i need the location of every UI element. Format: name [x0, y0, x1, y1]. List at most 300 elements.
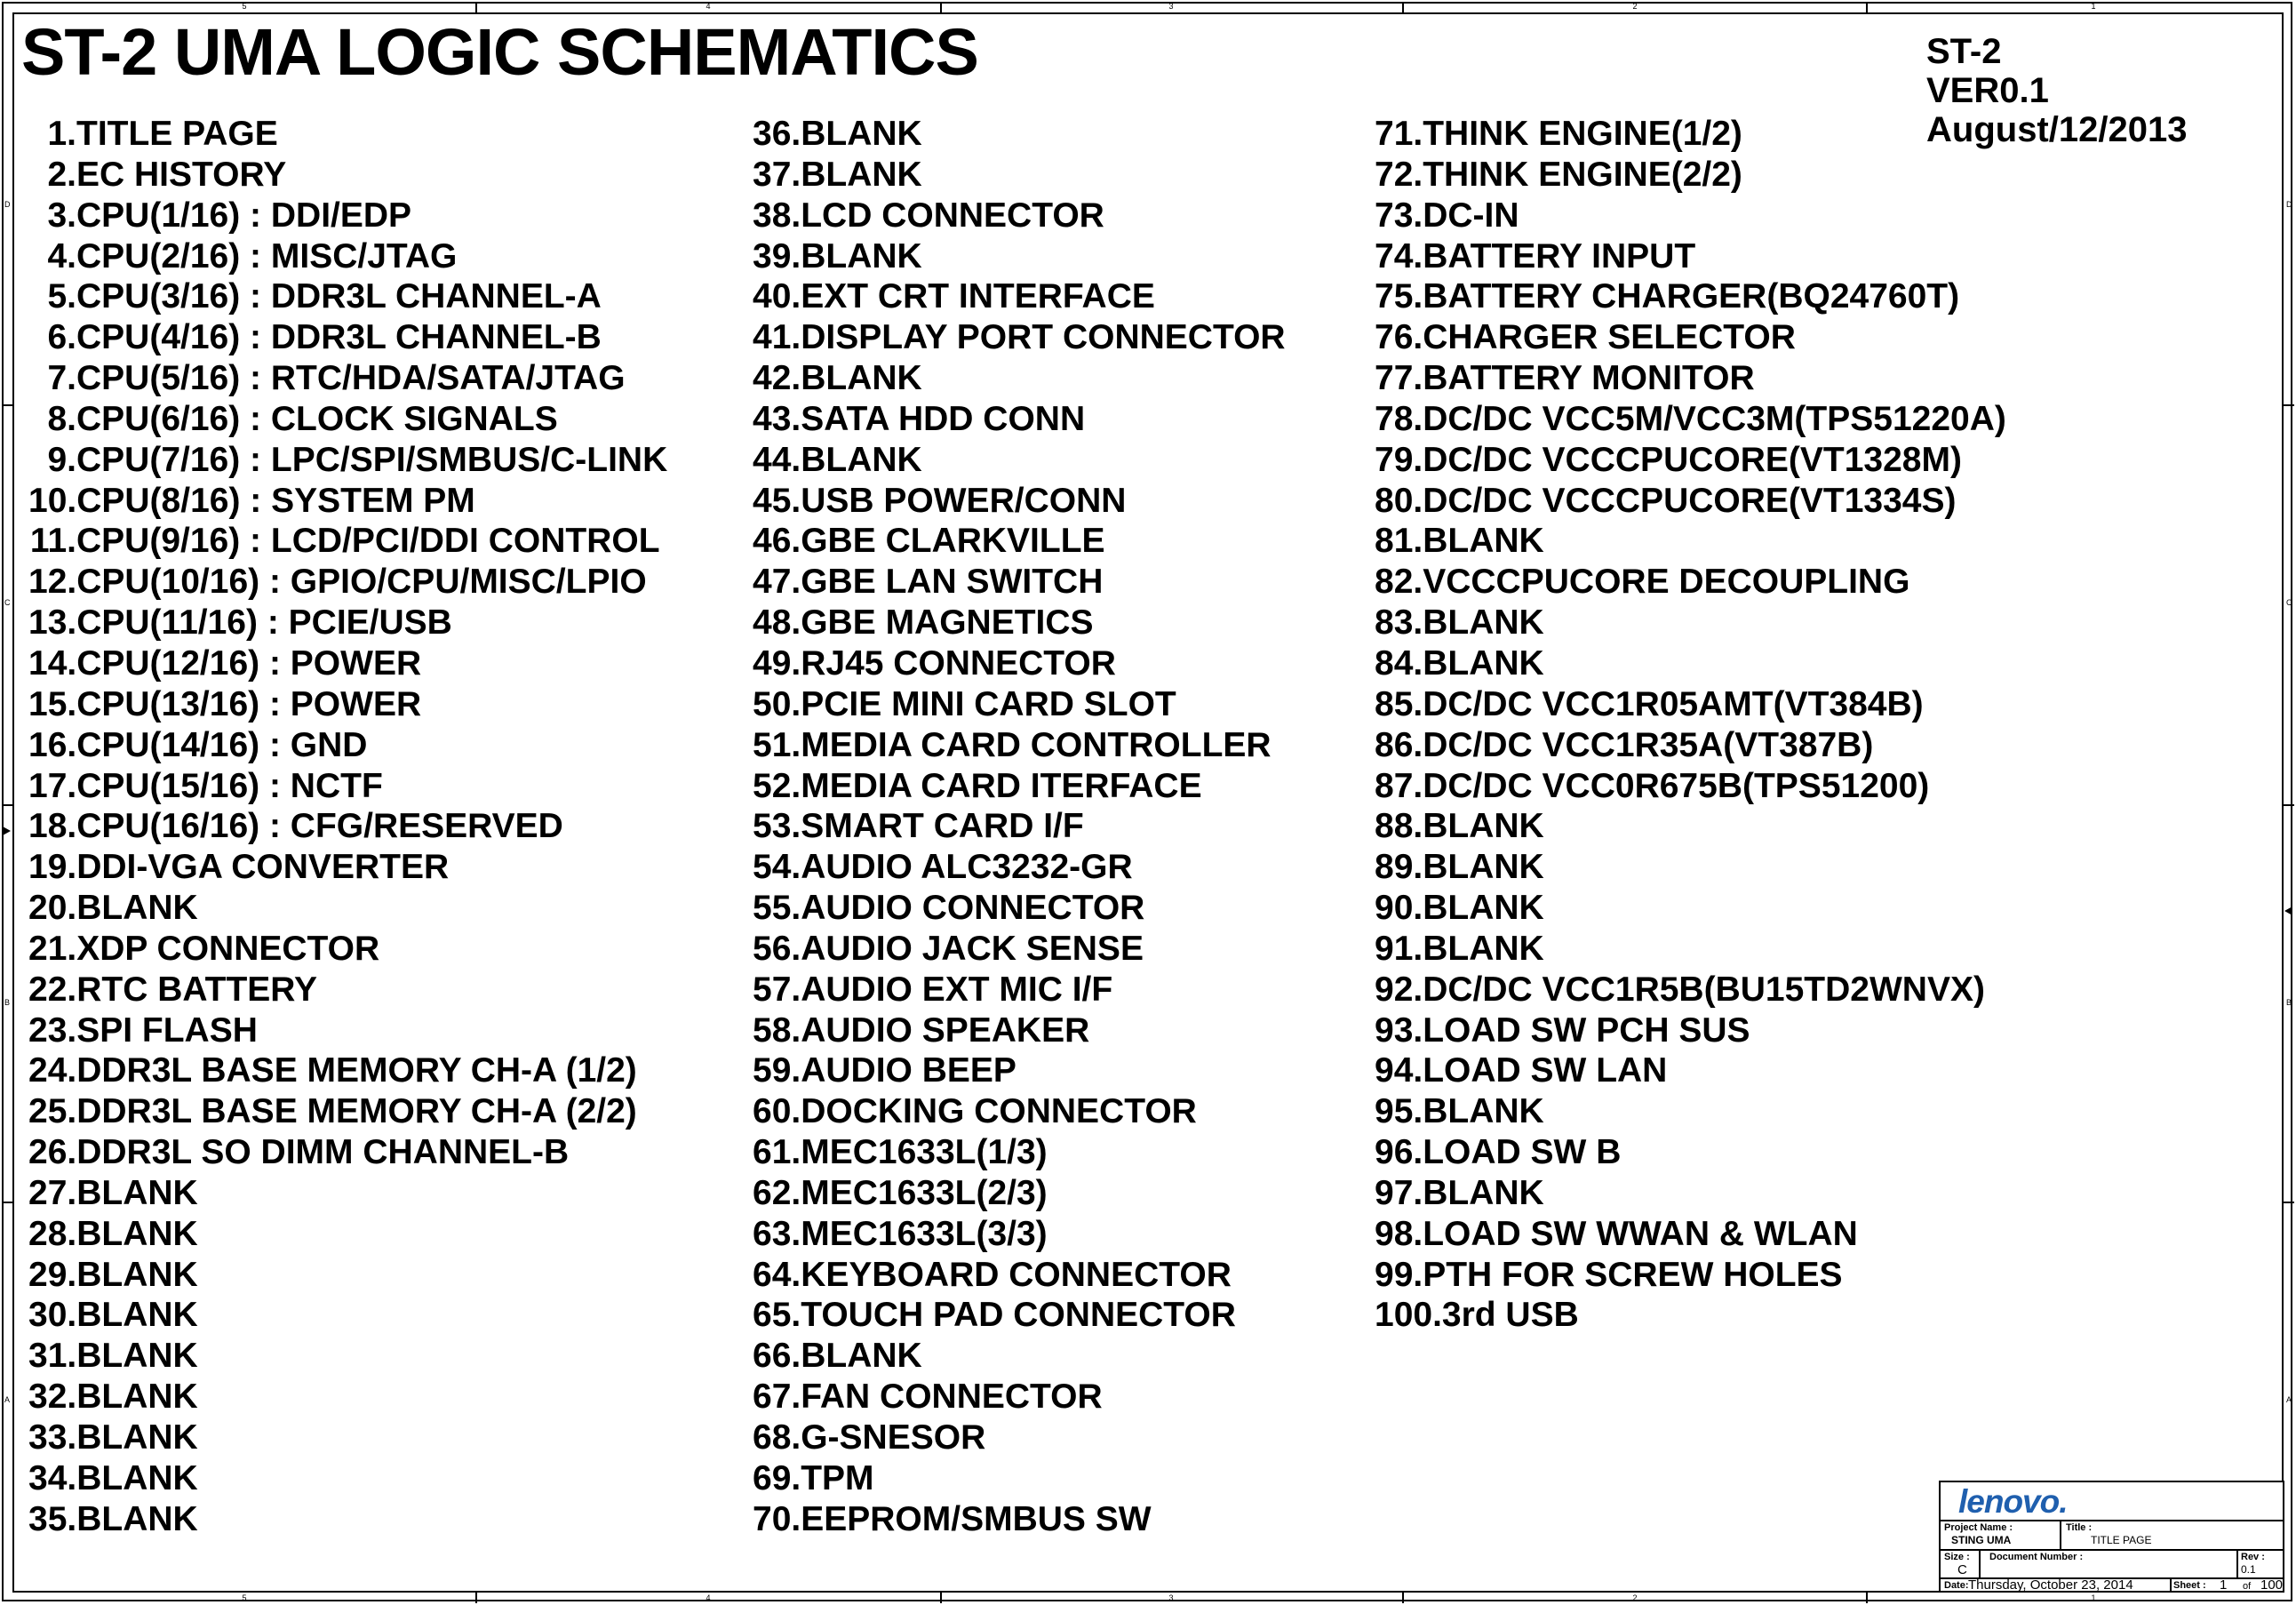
- toc-item: [1375, 317, 2006, 358]
- toc-item-number: 96.: [1375, 1133, 1423, 1172]
- toc-item-number: 92.: [1375, 970, 1423, 1009]
- toc-item-number: 68.: [753, 1418, 801, 1457]
- toc-item: [753, 603, 1286, 643]
- toc-item-label: CPU(8/16) : SYSTEM PM: [76, 481, 475, 520]
- toc-item-number: 55.: [753, 889, 801, 928]
- toc-item-number: 64.: [753, 1255, 801, 1294]
- toc-item: [753, 317, 1286, 358]
- toc-item-number: 40.: [753, 277, 801, 316]
- toc-item-number: 7.: [47, 359, 76, 398]
- toc-item-number: 91.: [1375, 929, 1423, 968]
- toc-item-number: 36.: [753, 115, 801, 153]
- toc-item-label: VCCCPUCORE DECOUPLING: [1423, 563, 1910, 602]
- toc-item: [28, 725, 667, 766]
- toc-item-number: 2.: [47, 155, 76, 194]
- toc-item: [28, 236, 667, 277]
- zone-label: 3: [1168, 2, 1174, 11]
- toc-item-number: 82.: [1375, 563, 1423, 602]
- toc-item-label: G-SNESOR: [801, 1418, 986, 1457]
- toc-item-label: BLANK: [1423, 889, 1544, 928]
- toc-item-label: CPU(6/16) : CLOCK SIGNALS: [76, 399, 558, 438]
- toc-item-label: DC/DC VCCCPUCORE(VT1334S): [1423, 481, 1957, 520]
- toc-item: [1375, 1295, 2006, 1336]
- toc-item: [753, 766, 1286, 807]
- date-label: Date:: [1944, 1580, 1969, 1591]
- zone-label: D: [4, 200, 11, 209]
- toc-item: [28, 806, 667, 847]
- toc-item: [28, 317, 667, 358]
- left-edge-center-arrow: [3, 826, 11, 835]
- toc-item: [1375, 847, 2006, 888]
- toc-item-label: DC/DC VCC0R675B(TPS51200): [1423, 766, 1930, 805]
- toc-item-number: 76.: [1375, 318, 1423, 357]
- toc-item-label: PTH FOR SCREW HOLES: [1423, 1255, 1843, 1294]
- toc-item-label: BLANK: [1423, 1173, 1544, 1212]
- toc-item: [753, 481, 1286, 522]
- zone-label: D: [2286, 200, 2292, 209]
- toc-item-number: 10.: [28, 481, 77, 520]
- toc-item: [28, 1377, 667, 1417]
- toc-item-label: BLANK: [801, 359, 922, 398]
- toc-item-number: 16.: [28, 725, 77, 764]
- toc-item-label: BLANK: [1423, 522, 1544, 561]
- lenovo-logo: lenovo.: [1958, 1483, 2068, 1520]
- toc-item: [28, 888, 667, 929]
- toc-item-label: MEC1633L(3/3): [801, 1214, 1048, 1253]
- toc-item: [28, 1050, 667, 1091]
- toc-item-number: 73.: [1375, 196, 1423, 235]
- toc-item-number: 93.: [1375, 1010, 1423, 1050]
- toc-item-number: 41.: [753, 318, 801, 357]
- toc-item-number: 59.: [753, 1051, 801, 1090]
- toc-item-number: 47.: [753, 563, 801, 602]
- toc-item-number: 95.: [1375, 1092, 1423, 1131]
- toc-item-number: 44.: [753, 440, 801, 479]
- toc-item-number: 75.: [1375, 277, 1423, 316]
- toc-item-label: BLANK: [1423, 603, 1544, 643]
- toc-item-label: THINK ENGINE(2/2): [1423, 155, 1742, 194]
- title-block-divider: [1939, 1520, 2284, 1521]
- toc-item: [753, 114, 1286, 155]
- toc-item-number: 62.: [753, 1173, 801, 1212]
- toc-item-number: 99.: [1375, 1255, 1423, 1294]
- toc-item-label: CHARGER SELECTOR: [1423, 318, 1796, 357]
- toc-item: [28, 1010, 667, 1051]
- toc-item-number: 13.: [28, 603, 77, 643]
- toc-item-label: SPI FLASH: [76, 1010, 258, 1050]
- zone-tick: [475, 2, 477, 12]
- toc-item: [1375, 766, 2006, 807]
- toc-item: [1375, 1132, 2006, 1173]
- toc-item-label: DDI-VGA CONVERTER: [76, 848, 450, 887]
- toc-item: [1375, 1214, 2006, 1255]
- toc-item-label: BLANK: [801, 155, 922, 194]
- toc-item-label: TOUCH PAD CONNECTOR: [801, 1296, 1236, 1335]
- toc-item-label: CPU(3/16) : DDR3L CHANNEL-A: [76, 277, 602, 316]
- toc-item: [28, 766, 667, 807]
- toc-item: [753, 276, 1286, 317]
- toc-item: [28, 643, 667, 684]
- toc-item: [753, 399, 1286, 440]
- toc-item-label: EEPROM/SMBUS SW: [801, 1499, 1152, 1538]
- size-label: Size :: [1944, 1552, 1970, 1562]
- toc-item-label: USB POWER/CONN: [801, 481, 1127, 520]
- toc-item-label: CPU(12/16) : POWER: [76, 643, 422, 683]
- toc-item-number: 48.: [753, 603, 801, 643]
- title-block-divider: [2170, 1577, 2172, 1593]
- toc-item: [1375, 481, 2006, 522]
- toc-item-number: 65.: [753, 1296, 801, 1335]
- zone-label: A: [4, 1395, 11, 1404]
- toc-item-label: BLANK: [76, 889, 198, 928]
- toc-item: [1375, 725, 2006, 766]
- toc-item-number: 70.: [753, 1499, 801, 1538]
- toc-item-number: 87.: [1375, 766, 1423, 805]
- toc-item: [753, 1091, 1286, 1132]
- toc-item-label: LOAD SW LAN: [1423, 1051, 1668, 1090]
- toc-item-label: MEC1633L(2/3): [801, 1173, 1048, 1212]
- toc-item-label: BLANK: [76, 1296, 198, 1335]
- toc-item-number: 54.: [753, 848, 801, 887]
- toc-item: [28, 155, 667, 196]
- toc-item-number: 22.: [28, 970, 77, 1009]
- toc-item: [1375, 236, 2006, 277]
- toc-item-label: BLANK: [801, 115, 922, 153]
- zone-label: C: [2286, 598, 2292, 607]
- toc-item-number: 72.: [1375, 155, 1423, 194]
- toc-item-label: EXT CRT INTERFACE: [801, 277, 1155, 316]
- zone-label: C: [4, 598, 11, 607]
- toc-item-label: DDR3L BASE MEMORY CH-A (1/2): [76, 1051, 637, 1090]
- toc-item: [28, 1417, 667, 1458]
- toc-item-label: BLANK: [1423, 807, 1544, 846]
- title-block-divider: [2060, 1520, 2061, 1551]
- toc-item: [28, 114, 667, 155]
- toc-item-number: 31.: [28, 1337, 77, 1376]
- title-block-divider: [2236, 1549, 2238, 1579]
- toc-item-number: 25.: [28, 1092, 77, 1131]
- toc-item-label: MEC1633L(1/3): [801, 1133, 1048, 1172]
- toc-item: [28, 1336, 667, 1377]
- toc-item-number: 43.: [753, 399, 801, 438]
- toc-item-number: 1.: [47, 115, 76, 153]
- toc-item-label: RJ45 CONNECTOR: [801, 643, 1116, 683]
- toc-item-label: BLANK: [76, 1255, 198, 1294]
- toc-item: [753, 929, 1286, 970]
- toc-item: [28, 1458, 667, 1499]
- toc-item: [28, 562, 667, 603]
- toc-item-number: 77.: [1375, 359, 1423, 398]
- toc-item-label: BLANK: [76, 1499, 198, 1538]
- zone-label: B: [2286, 998, 2292, 1007]
- toc-item: [28, 929, 667, 970]
- toc-item-label: BATTERY MONITOR: [1423, 359, 1755, 398]
- toc-item: [1375, 888, 2006, 929]
- title-block-divider: [1939, 1549, 2284, 1551]
- toc-item-number: 12.: [28, 563, 77, 602]
- toc-item-number: 42.: [753, 359, 801, 398]
- toc-item-label: BATTERY CHARGER(BQ24760T): [1423, 277, 1960, 316]
- toc-item-number: 85.: [1375, 684, 1423, 723]
- toc-item-label: BLANK: [801, 236, 922, 275]
- toc-item-number: 90.: [1375, 889, 1423, 928]
- size-value: C: [1957, 1562, 1967, 1577]
- toc-item-label: LOAD SW PCH SUS: [1423, 1010, 1750, 1050]
- sheet-number: 1: [2220, 1577, 2228, 1593]
- toc-item-number: 24.: [28, 1051, 77, 1090]
- toc-item-label: CPU(16/16) : CFG/RESERVED: [76, 807, 563, 846]
- toc-column-1: [28, 114, 667, 1540]
- toc-item: [28, 1255, 667, 1296]
- toc-item: [1375, 1091, 2006, 1132]
- toc-item: [1375, 929, 2006, 970]
- toc-item-label: BLANK: [76, 1173, 198, 1212]
- toc-item-label: THINK ENGINE(1/2): [1423, 115, 1742, 153]
- toc-item-label: AUDIO SPEAKER: [801, 1010, 1090, 1050]
- toc-item-number: 84.: [1375, 643, 1423, 683]
- toc-item-number: 79.: [1375, 440, 1423, 479]
- title-label: Title :: [2066, 1522, 2093, 1533]
- project-name-value: STING UMA: [1951, 1534, 2012, 1546]
- toc-item-label: BLANK: [801, 440, 922, 479]
- toc-item-label: CPU(5/16) : RTC/HDA/SATA/JTAG: [76, 359, 626, 398]
- zone-tick: [940, 1593, 942, 1603]
- toc-column-2: [753, 114, 1286, 1540]
- toc-item: [1375, 276, 2006, 317]
- toc-item-number: 45.: [753, 481, 801, 520]
- rev-label: Rev :: [2241, 1552, 2265, 1562]
- toc-item: [753, 1173, 1286, 1214]
- toc-item: [1375, 358, 2006, 399]
- toc-item-label: CPU(1/16) : DDI/EDP: [76, 196, 412, 235]
- toc-item-label: BLANK: [76, 1418, 198, 1457]
- toc-item: [28, 847, 667, 888]
- title-value: TITLE PAGE: [2091, 1534, 2152, 1546]
- zone-label: 5: [242, 2, 247, 11]
- zone-label: 4: [706, 1593, 711, 1602]
- toc-item: [753, 1010, 1286, 1051]
- zone-tick: [2284, 1202, 2294, 1203]
- toc-item-label: AUDIO BEEP: [801, 1051, 1016, 1090]
- toc-item-label: BLANK: [76, 1214, 198, 1253]
- toc-item-number: 29.: [28, 1255, 77, 1294]
- toc-item: [753, 562, 1286, 603]
- toc-item-label: SATA HDD CONN: [801, 399, 1086, 438]
- toc-item: [28, 1091, 667, 1132]
- toc-item: [753, 1050, 1286, 1091]
- toc-item: [1375, 643, 2006, 684]
- toc-item-number: 35.: [28, 1499, 77, 1538]
- toc-item: [28, 521, 667, 562]
- toc-item-label: CPU(11/16) : PCIE/USB: [76, 603, 452, 643]
- toc-item-label: CPU(4/16) : DDR3L CHANNEL-B: [76, 318, 602, 357]
- zone-tick: [475, 1593, 477, 1603]
- toc-item: [28, 1173, 667, 1214]
- toc-item: [753, 1214, 1286, 1255]
- toc-item: [28, 970, 667, 1010]
- toc-item-label: BLANK: [801, 1337, 922, 1376]
- toc-item-label: EC HISTORY: [76, 155, 287, 194]
- toc-item: [28, 1132, 667, 1173]
- toc-item-number: 11.: [29, 522, 76, 561]
- zone-tick: [1402, 1593, 1404, 1603]
- toc-item-number: 74.: [1375, 236, 1423, 275]
- toc-item: [28, 196, 667, 236]
- toc-item-label: DC-IN: [1423, 196, 1519, 235]
- toc-item-label: SMART CARD I/F: [801, 807, 1084, 846]
- toc-item: [753, 1377, 1286, 1417]
- toc-item-number: 19.: [28, 848, 77, 887]
- toc-item: [753, 196, 1286, 236]
- toc-item-label: GBE MAGNETICS: [801, 603, 1094, 643]
- toc-item-label: CPU(9/16) : LCD/PCI/DDI CONTROL: [76, 522, 660, 561]
- toc-item-label: CPU(2/16) : MISC/JTAG: [76, 236, 458, 275]
- toc-item-number: 17.: [28, 766, 77, 805]
- toc-item-label: GBE LAN SWITCH: [801, 563, 1104, 602]
- toc-item: [1375, 155, 2006, 196]
- zone-tick: [2, 804, 12, 806]
- toc-item: [28, 1295, 667, 1336]
- toc-item-number: 32.: [28, 1377, 77, 1417]
- sheet-label: Sheet :: [2173, 1580, 2206, 1591]
- toc-item-number: 67.: [753, 1377, 801, 1417]
- toc-item-label: MEDIA CARD ITERFACE: [801, 766, 1202, 805]
- toc-item: [1375, 562, 2006, 603]
- toc-item: [753, 1499, 1286, 1540]
- toc-item: [1375, 806, 2006, 847]
- toc-item: [753, 1417, 1286, 1458]
- zone-tick: [2, 1202, 12, 1203]
- toc-item: [753, 1458, 1286, 1499]
- toc-item-label: CPU(10/16) : GPIO/CPU/MISC/LPIO: [76, 563, 647, 602]
- zone-label: 5: [242, 1593, 247, 1602]
- document-number-label: Document Number :: [1989, 1552, 2084, 1562]
- toc-item-label: BLANK: [1423, 643, 1544, 683]
- toc-item-number: 18.: [28, 807, 77, 846]
- toc-item-label: DC/DC VCC1R35A(VT387B): [1423, 725, 1874, 764]
- toc-item-label: DC/DC VCC1R5B(BU15TD2WNVX): [1423, 970, 1985, 1009]
- toc-item-label: BLANK: [76, 1377, 198, 1417]
- toc-item-number: 86.: [1375, 725, 1423, 764]
- toc-item: [1375, 970, 2006, 1010]
- toc-item: [753, 358, 1286, 399]
- toc-item-number: 5.: [47, 277, 76, 316]
- toc-item-number: 78.: [1375, 399, 1423, 438]
- toc-item: [1375, 196, 2006, 236]
- toc-item-number: 56.: [753, 929, 801, 968]
- toc-item-number: 51.: [753, 725, 801, 764]
- toc-item: [753, 440, 1286, 481]
- toc-item-number: 26.: [28, 1133, 77, 1172]
- toc-item-label: KEYBOARD CONNECTOR: [801, 1255, 1232, 1294]
- toc-item-number: 28.: [28, 1214, 77, 1253]
- toc-item: [28, 1214, 667, 1255]
- toc-item: [1375, 684, 2006, 725]
- toc-item-number: 27.: [28, 1173, 77, 1212]
- zone-label: 1: [2091, 2, 2096, 11]
- toc-item-label: BLANK: [1423, 929, 1544, 968]
- toc-item: [753, 1132, 1286, 1173]
- toc-item: [1375, 399, 2006, 440]
- toc-item-number: 15.: [28, 684, 77, 723]
- toc-item: [753, 155, 1286, 196]
- toc-item-number: 80.: [1375, 481, 1423, 520]
- toc-column-3: [1375, 114, 2006, 1336]
- toc-item: [28, 684, 667, 725]
- toc-item: [28, 399, 667, 440]
- toc-item-label: LCD CONNECTOR: [801, 196, 1104, 235]
- toc-item-number: 14.: [28, 643, 77, 683]
- toc-item-number: 4.: [47, 236, 76, 275]
- toc-item-number: 58.: [753, 1010, 801, 1050]
- toc-item-number: 50.: [753, 684, 801, 723]
- toc-item-number: 8.: [47, 399, 76, 438]
- toc-item: [28, 1499, 667, 1540]
- toc-item-label: GBE CLARKVILLE: [801, 522, 1105, 561]
- toc-item-label: CPU(14/16) : GND: [76, 725, 368, 764]
- zone-label: 2: [1632, 1593, 1638, 1602]
- toc-item-number: 88.: [1375, 807, 1423, 846]
- zone-label: 4: [706, 2, 711, 11]
- toc-item-label: BLANK: [1423, 848, 1544, 887]
- toc-item: [753, 847, 1286, 888]
- zone-tick: [1866, 1593, 1868, 1603]
- toc-item-number: 9.: [47, 440, 76, 479]
- toc-item: [753, 970, 1286, 1010]
- zone-label: 2: [1632, 2, 1638, 11]
- toc-item-label: DDR3L SO DIMM CHANNEL-B: [76, 1133, 570, 1172]
- toc-item: [1375, 603, 2006, 643]
- toc-item-number: 34.: [28, 1458, 77, 1497]
- page-title: ST-2 UMA LOGIC SCHEMATICS: [21, 15, 978, 89]
- toc-item-number: 37.: [753, 155, 801, 194]
- revision-model: ST-2: [1926, 32, 2002, 71]
- zone-tick: [940, 2, 942, 12]
- toc-item-number: 61.: [753, 1133, 801, 1172]
- toc-item-number: 53.: [753, 807, 801, 846]
- toc-item-label: DC/DC VCCCPUCORE(VT1328M): [1423, 440, 1962, 479]
- toc-item-label: BLANK: [1423, 1092, 1544, 1131]
- toc-item: [753, 684, 1286, 725]
- toc-item-label: TITLE PAGE: [76, 115, 278, 153]
- date-value: Thursday, October 23, 2014: [1968, 1577, 2133, 1593]
- toc-item: [1375, 1010, 2006, 1051]
- rev-value: 0.1: [2241, 1563, 2256, 1576]
- toc-item-number: 23.: [28, 1010, 77, 1050]
- toc-item-number: 69.: [753, 1458, 801, 1497]
- toc-item-label: LOAD SW B: [1423, 1133, 1622, 1172]
- toc-item-label: BLANK: [76, 1337, 198, 1376]
- toc-item: [1375, 1255, 2006, 1296]
- toc-item-number: 6.: [47, 318, 76, 357]
- toc-item-label: BLANK: [76, 1458, 198, 1497]
- toc-item: [753, 1295, 1286, 1336]
- zone-label: 3: [1168, 1593, 1174, 1602]
- toc-item-number: 89.: [1375, 848, 1423, 887]
- zone-tick: [2284, 404, 2294, 406]
- toc-item-number: 21.: [28, 929, 77, 968]
- toc-item-number: 46.: [753, 522, 801, 561]
- toc-item-label: DC/DC VCC5M/VCC3M(TPS51220A): [1423, 399, 2006, 438]
- right-edge-center-arrow: [2284, 906, 2292, 915]
- title-block-divider: [1979, 1549, 1981, 1579]
- zone-tick: [1866, 2, 1868, 12]
- toc-item-label: DOCKING CONNECTOR: [801, 1092, 1197, 1131]
- toc-item-label: AUDIO ALC3232-GR: [801, 848, 1133, 887]
- toc-item-label: CPU(7/16) : LPC/SPI/SMBUS/C-LINK: [76, 440, 668, 479]
- toc-item: [28, 358, 667, 399]
- toc-item: [753, 888, 1286, 929]
